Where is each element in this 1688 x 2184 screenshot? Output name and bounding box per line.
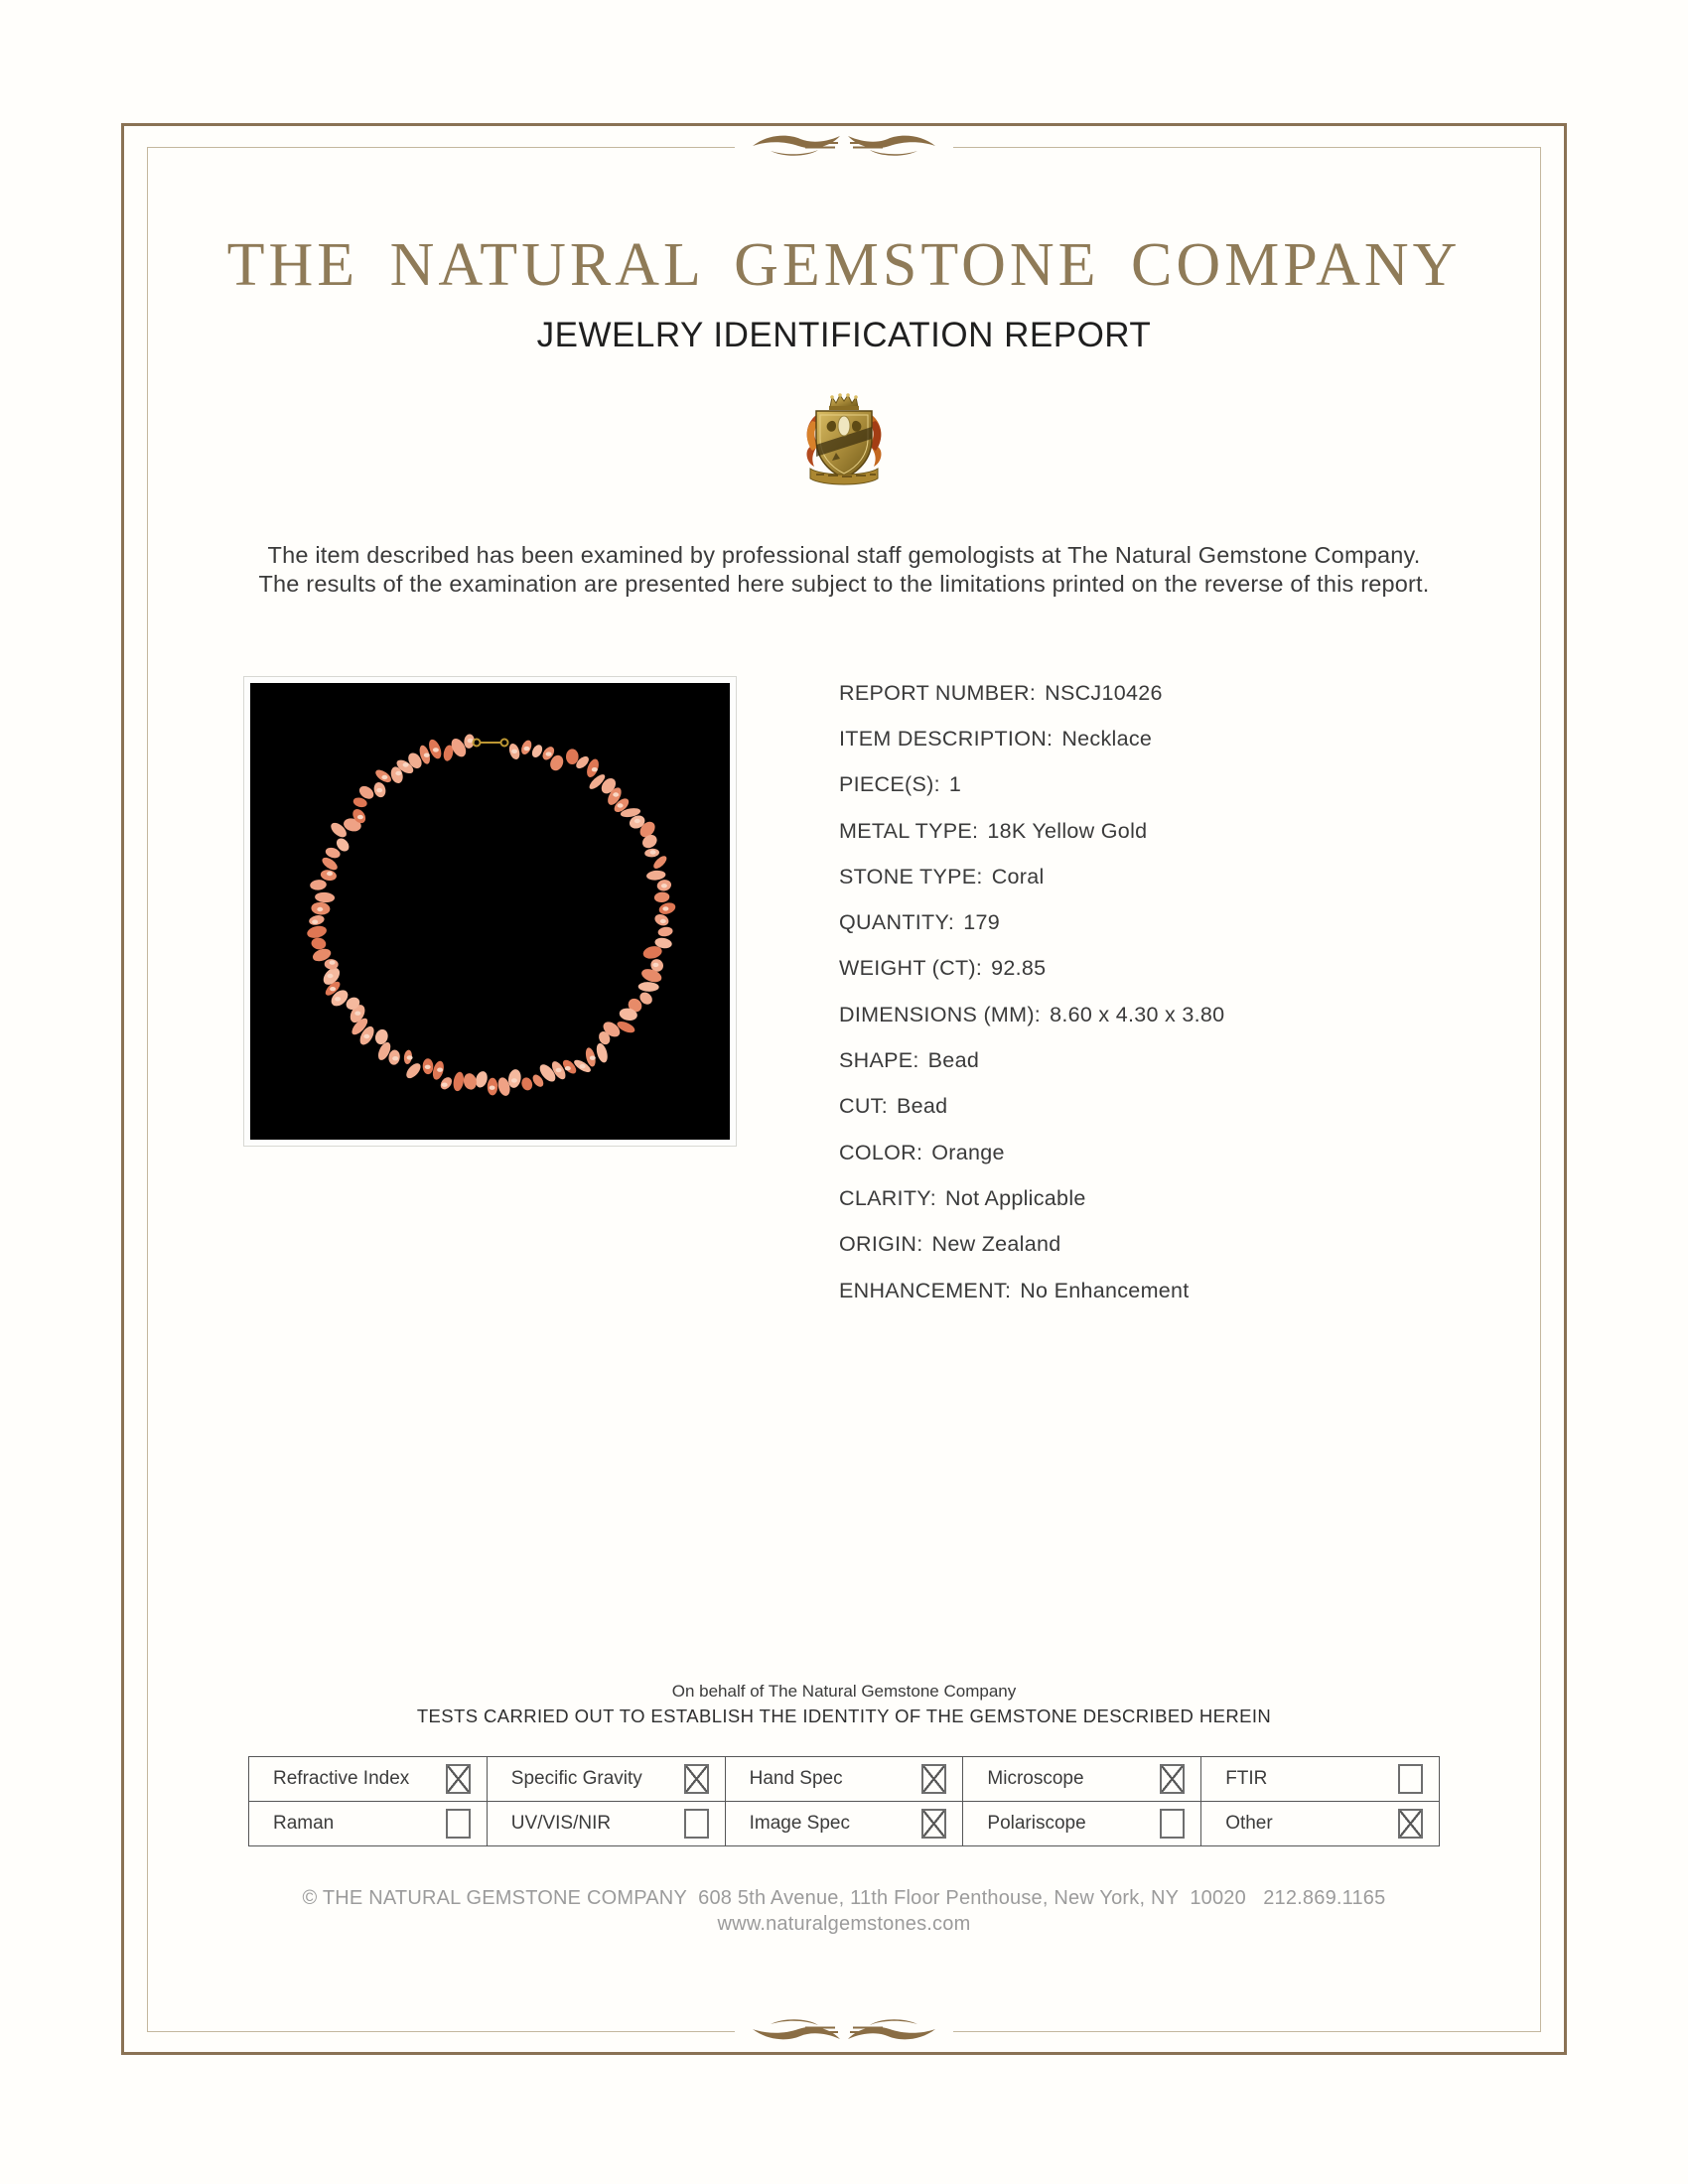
field-label: QUANTITY: — [839, 910, 955, 935]
field-value: 179 — [963, 910, 1000, 935]
report-field-row — [839, 854, 1224, 899]
field-label: CUT: — [839, 1094, 888, 1119]
test-label: Image Spec — [749, 1813, 850, 1834]
checkbox-checked-icon — [1398, 1809, 1423, 1839]
report-fields — [839, 670, 1224, 1313]
test-cell — [726, 1802, 964, 1845]
checkbox-checked-icon — [921, 1809, 946, 1839]
report-field-row — [839, 1037, 1224, 1083]
tests-heading: TESTS CARRIED OUT TO ESTABLISH THE IDENTITY OF THE GEMSTONE DESCRIBED HEREIN — [416, 1706, 1272, 1726]
test-label: Microscope — [987, 1768, 1084, 1789]
tests-table — [248, 1756, 1440, 1846]
field-value: NSCJ10426 — [1045, 680, 1163, 705]
field-label: ITEM DESCRIPTION: — [839, 726, 1054, 751]
field-value: Coral — [991, 864, 1045, 888]
test-cell — [963, 1802, 1201, 1845]
jewelry-photo — [243, 676, 737, 1147]
ornament-bottom-icon — [735, 2016, 953, 2044]
ornament-top-icon — [735, 131, 953, 159]
checkbox-unchecked-icon — [1160, 1809, 1185, 1839]
field-value: Not Applicable — [945, 1185, 1086, 1210]
test-label: Polariscope — [987, 1813, 1086, 1834]
checkbox-checked-icon — [446, 1764, 471, 1794]
report-field-row — [839, 1130, 1224, 1175]
test-label: Specific Gravity — [510, 1768, 642, 1789]
field-label: PIECE(S): — [839, 772, 940, 797]
photo-background — [250, 683, 730, 1140]
test-cell — [726, 1757, 964, 1801]
checkbox-unchecked-icon — [684, 1809, 709, 1839]
field-value: 1 — [948, 772, 962, 797]
test-cell — [1201, 1757, 1439, 1801]
report-field-row — [839, 1084, 1224, 1130]
checkbox-checked-icon — [684, 1764, 709, 1794]
company-crest-icon — [802, 393, 886, 491]
field-label: ORIGIN: — [839, 1232, 923, 1257]
field-label: COLOR: — [839, 1140, 923, 1164]
report-field-row — [839, 992, 1224, 1037]
field-label: ENHANCEMENT: — [839, 1278, 1012, 1302]
test-cell — [249, 1802, 488, 1845]
report-field-row — [839, 899, 1224, 945]
field-label: REPORT NUMBER: — [839, 680, 1037, 705]
report-field-row — [839, 762, 1224, 808]
field-value: 18K Yellow Gold — [987, 818, 1148, 843]
intro-line-1: The item described has been examined by professional staff gemologists at The Natural Gemstone Company. — [267, 542, 1421, 568]
report-field-row — [839, 808, 1224, 854]
test-label: FTIR — [1225, 1768, 1268, 1789]
necklace-image — [250, 683, 730, 1140]
on-behalf-text: On behalf of The Natural Gemstone Company — [671, 1682, 1017, 1701]
report-field-row — [839, 670, 1224, 716]
test-cell — [249, 1757, 488, 1801]
checkbox-unchecked-icon — [446, 1809, 471, 1839]
test-cell — [963, 1757, 1201, 1801]
test-label: Refractive Index — [273, 1768, 410, 1789]
checkbox-checked-icon — [1160, 1764, 1185, 1794]
field-label: WEIGHT (CT): — [839, 956, 983, 981]
report-field-row — [839, 946, 1224, 992]
test-label: Other — [1225, 1813, 1273, 1834]
field-value: New Zealand — [931, 1232, 1061, 1257]
field-label: DIMENSIONS (MM): — [839, 1002, 1042, 1026]
report-field-row — [839, 716, 1224, 761]
field-value: 8.60 x 4.30 x 3.80 — [1050, 1002, 1225, 1026]
report-field-row — [839, 1268, 1224, 1313]
field-value: Orange — [931, 1140, 1005, 1164]
checkbox-unchecked-icon — [1398, 1764, 1423, 1794]
test-label: Raman — [273, 1813, 335, 1834]
test-cell — [1201, 1802, 1439, 1845]
footer-website: www.naturalgemstones.com — [717, 1913, 971, 1935]
field-label: SHAPE: — [839, 1048, 919, 1073]
test-cell — [488, 1802, 726, 1845]
field-value: 92.85 — [991, 956, 1047, 981]
test-label: UV/VIS/NIR — [510, 1813, 612, 1834]
field-label: CLARITY: — [839, 1185, 936, 1210]
test-cell — [488, 1757, 726, 1801]
checkbox-checked-icon — [921, 1764, 946, 1794]
field-value: Necklace — [1061, 726, 1153, 751]
field-value: No Enhancement — [1020, 1278, 1190, 1302]
footer-address: © THE NATURAL GEMSTONE COMPANY 608 5th Avenue, 11th Floor Penthouse, New York, NY 10020 212.869.1165 — [302, 1887, 1386, 1909]
report-field-row — [839, 1175, 1224, 1221]
field-value: Bead — [927, 1048, 980, 1073]
field-label: METAL TYPE: — [839, 818, 979, 843]
test-label: Hand Spec — [749, 1768, 843, 1789]
field-value: Bead — [896, 1094, 948, 1119]
report-title: JEWELRY IDENTIFICATION REPORT — [536, 316, 1152, 354]
report-field-row — [839, 1222, 1224, 1268]
intro-line-2: The results of the examination are presented here subject to the limitations printed on the reverse of this report. — [258, 571, 1430, 597]
intro-paragraph — [0, 541, 1688, 599]
field-label: STONE TYPE: — [839, 864, 983, 888]
company-name: THE NATURAL GEMSTONE COMPANY — [226, 231, 1462, 299]
